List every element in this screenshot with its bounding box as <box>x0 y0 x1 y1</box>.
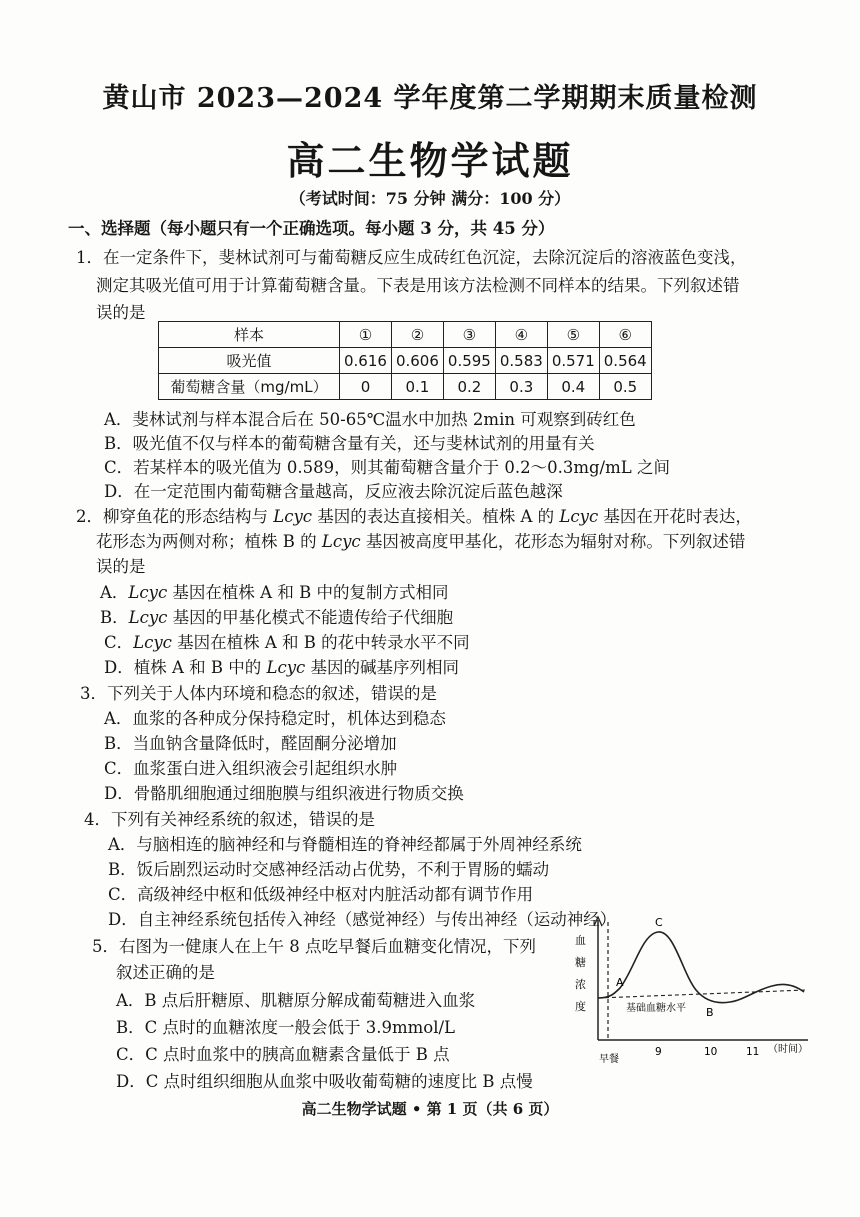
table-row <box>159 348 652 374</box>
q1-stem-line: 误的是 <box>96 303 146 322</box>
y-axis-label-char: 血 <box>575 934 586 947</box>
table-cell: ① <box>340 322 392 348</box>
glucose-curve <box>598 932 804 1003</box>
q3-option-d: D．骨骼肌细胞通过细胞膜与组织液进行物质交换 <box>104 784 464 803</box>
q2-option-b: B．Lcyc 基因的甲基化模式不能遗传给子代细胞 <box>100 608 454 627</box>
y-axis-label-char: 浓 <box>575 978 586 991</box>
table-cell: 0.4 <box>547 374 599 400</box>
table-cell: 样本 <box>159 322 340 348</box>
q3-option-a: A．血浆的各种成分保持稳定时，机体达到稳态 <box>104 709 446 728</box>
q3-option-c: C．血浆蛋白进入组织液会引起组织水肿 <box>104 759 398 778</box>
q1-stem-line: 测定其吸光值可用于计算葡萄糖含量。下表是用该方法检测不同样本的结果。下列叙述错 <box>96 276 740 295</box>
table-cell: 0.2 <box>443 374 495 400</box>
table-cell: ⑤ <box>547 322 599 348</box>
exam-title: 黄山市 2023—2024 学年度第二学期期末质量检测 <box>102 83 758 114</box>
q1-stem-line: 1．在一定条件下，斐林试剂可与葡萄糖反应生成砖红色沉淀，去除沉淀后的溶液蓝色变浅， <box>76 248 747 267</box>
q2-option-c: C．Lcyc 基因在植株 A 和 B 的花中转录水平不同 <box>104 633 470 652</box>
table-header-row <box>159 322 652 348</box>
x-axis-unit: （时间） <box>768 1044 808 1055</box>
table-cell: 0.564 <box>599 348 651 374</box>
q4-stem: 4．下列有关神经系统的叙述，错误的是 <box>84 810 375 829</box>
table-cell: 0.595 <box>443 348 495 374</box>
q2-stem-line: 2．柳穿鱼花的形态结构与 Lcyc 基因的表达直接相关。植株 A 的 Lcyc 基因在开花时表达， <box>76 507 752 526</box>
q1-option-c: C．若某样本的吸光值为 0.589，则其葡萄糖含量介于 0.2～0.3mg/mL 之间 <box>104 458 670 477</box>
page-footer: 高二生物学试题 • 第 1 页（共 6 页） <box>301 1100 559 1118</box>
q2-stem-line: 花形态为两侧对称；植株 B 的 Lcyc 基因被高度甲基化，花形态为辐射对称。下列叙述错 <box>96 532 746 551</box>
y-axis-label-char: 度 <box>575 1000 586 1013</box>
table-cell: 0.616 <box>340 348 392 374</box>
blood-glucose-graph <box>558 912 820 1072</box>
table-cell: 0.3 <box>495 374 547 400</box>
q3-option-b: B．当血钠含量降低时，醛固酮分泌增加 <box>104 734 397 753</box>
subject-title: 高二生物学试题 <box>286 138 574 183</box>
q5-stem-line: 叙述正确的是 <box>116 963 215 982</box>
point-label-c: C <box>655 916 663 929</box>
table-cell: ⑥ <box>599 322 651 348</box>
table-cell: 吸光值 <box>159 348 340 374</box>
q2-stem-line: 误的是 <box>96 557 146 576</box>
table-cell: 0.583 <box>495 348 547 374</box>
q4-option-c: C．高级神经中枢和低级神经中枢对内脏活动都有调节作用 <box>108 885 534 904</box>
q1-data-table <box>158 321 652 400</box>
q4-option-b: B．饭后剧烈运动时交感神经活动占优势，不利于胃肠的蠕动 <box>108 860 550 879</box>
q2-option-a: A．Lcyc 基因在植株 A 和 B 中的复制方式相同 <box>100 583 449 602</box>
table-cell: ④ <box>495 322 547 348</box>
q5-option-d: D．C 点时组织细胞从血浆中吸收葡萄糖的速度比 B 点慢 <box>116 1072 533 1091</box>
q5-option-c: C．C 点时血浆中的胰高血糖素含量低于 B 点 <box>116 1045 450 1064</box>
table-cell: 0.1 <box>391 374 443 400</box>
point-label-b: B <box>706 1006 714 1019</box>
q2-option-d: D．植株 A 和 B 中的 Lcyc 基因的碱基序列相同 <box>104 658 460 677</box>
q1-option-d: D．在一定范围内葡萄糖含量越高，反应液去除沉淀后蓝色越深 <box>104 482 563 501</box>
exam-info: （考试时间：75 分钟 满分：100 分） <box>289 189 571 208</box>
table-cell: 0.5 <box>599 374 651 400</box>
point-label-a: A <box>616 976 624 989</box>
table-cell: ② <box>391 322 443 348</box>
section-heading: 一、选择题（每小题只有一个正确选项。每小题 3 分，共 45 分） <box>68 219 555 238</box>
x-tick-label: 早餐 <box>599 1054 619 1065</box>
q5-stem-line: 5．右图为一健康人在上午 8 点吃早餐后血糖变化情况，下列 <box>92 937 536 956</box>
table-row <box>159 374 652 400</box>
table-cell: 0.571 <box>547 348 599 374</box>
y-axis-label-char: 糖 <box>575 956 586 969</box>
table-cell: 0.606 <box>391 348 443 374</box>
q1-option-b: B．吸光值不仅与样本的葡萄糖含量有关，还与斐林试剂的用量有关 <box>104 434 595 453</box>
q4-option-a: A．与脑相连的脑神经和与脊髓相连的脊神经都属于外周神经系统 <box>108 835 582 854</box>
q4-option-d: D．自主神经系统包括传入神经（感觉神经）与传出神经（运动神经） <box>108 910 617 929</box>
x-tick-label: 10 <box>704 1046 718 1058</box>
q5-option-b: B．C 点时的血糖浓度一般会低于 3.9mmol/L <box>116 1018 455 1037</box>
q3-stem: 3．下列关于人体内环境和稳态的叙述，错误的是 <box>80 684 437 703</box>
table-cell: 0 <box>340 374 392 400</box>
x-tick-label: 9 <box>655 1046 662 1058</box>
table-cell: 葡萄糖含量（mg/mL） <box>159 374 340 400</box>
q5-option-a: A．B 点后肝糖原、肌糖原分解成葡萄糖进入血浆 <box>116 991 476 1010</box>
baseline-label: 基础血糖水平 <box>626 1003 686 1014</box>
table-cell: ③ <box>443 322 495 348</box>
x-tick-label: 11 <box>746 1046 760 1058</box>
q1-option-a: A．斐林试剂与样本混合后在 50-65℃温水中加热 2min 可观察到砖红色 <box>104 410 636 429</box>
